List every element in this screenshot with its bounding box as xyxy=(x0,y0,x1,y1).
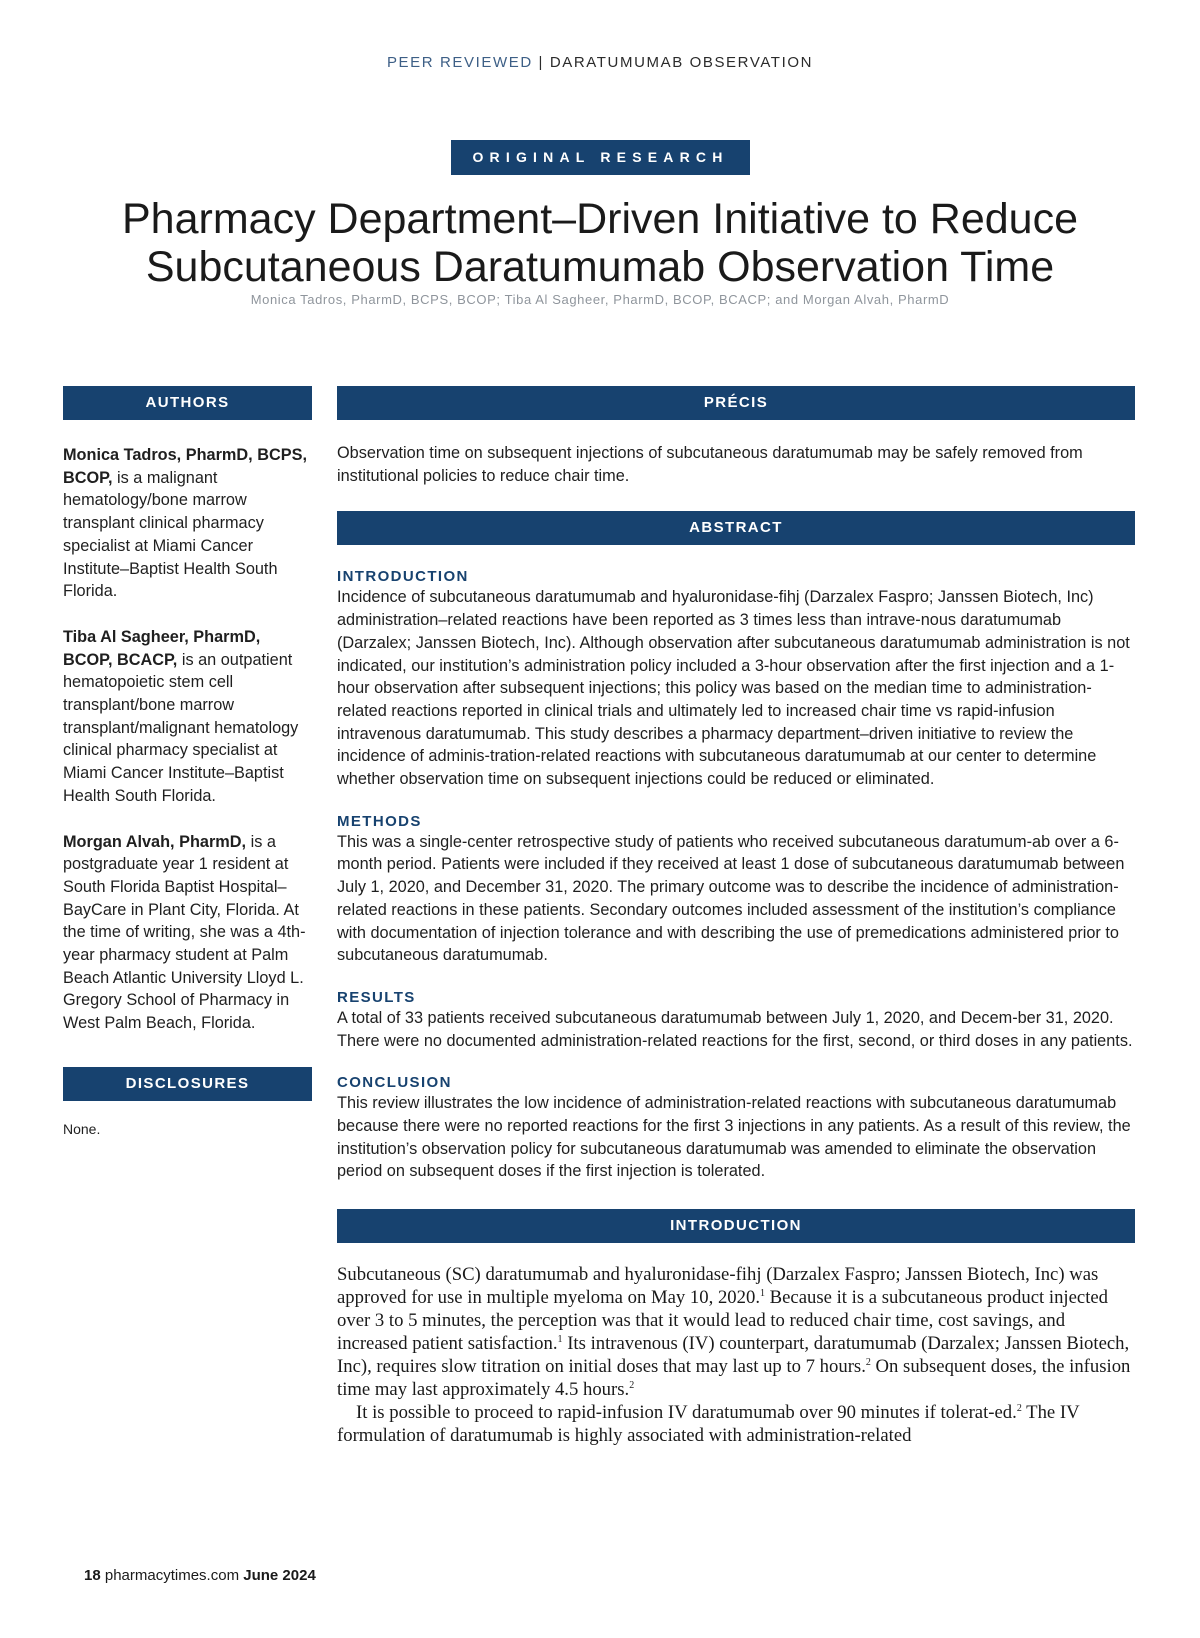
page-number: 18 xyxy=(84,1567,101,1584)
intro-text-segment: It is possible to proceed to rapid-infusion IV daratumumab over 90 minutes if tolerat-ed. xyxy=(356,1402,1017,1424)
precis-text: Observation time on subsequent injections of subcutaneous daratumumab may be safely removed from institutional policies to reduce chair time. xyxy=(337,444,1083,485)
author-name: Morgan Alvah, PharmD, xyxy=(63,832,247,851)
author-name: Tiba Al Sagheer, PharmD, BCOP, BCACP, xyxy=(63,627,261,669)
citation-ref: 2 xyxy=(629,1379,635,1391)
footer-issue: June 2024 xyxy=(243,1567,316,1584)
article-title xyxy=(60,195,1140,291)
intro-text-segment: Subcutaneous (SC) daratumumab and hyaluronidase-fihj (Darzalex Faspro; Janssen Biotech, Inc) was approved for use in multiple myeloma on May 10, 2020. xyxy=(337,1264,1099,1309)
author-description: is a malignant hematology/bone marrow transplant clinical pharmacy specialist at Miami Cancer Institute–Baptist Health South Florida. xyxy=(63,468,278,601)
footer-site: pharmacytimes.com xyxy=(104,1567,240,1584)
intro-text-segment: Its intravenous (IV) counterpart, daratumumab (Darzalex; Janssen Biotech, Inc), requires slow titration on initial doses that may last up to 7 hours. xyxy=(337,1333,1130,1378)
running-head xyxy=(0,54,1200,71)
citation-ref: 1 xyxy=(760,1287,765,1299)
introduction-paragraph-1 xyxy=(337,1263,1135,1401)
abstract-methods-heading: METHODS xyxy=(337,812,422,830)
main-column xyxy=(337,386,1135,1447)
citation-ref: 2 xyxy=(1016,1402,1022,1414)
abstract-results-text: A total of 33 patients received subcutaneous daratumumab between July 1, 2020, and Decem-ber 31, 2020. There were no documented administration-related reactions for the first, second, or third doses in any patients. xyxy=(337,1008,1133,1050)
disclosures-text: None. xyxy=(63,1120,101,1137)
sidebar xyxy=(63,386,312,1137)
author-list xyxy=(63,444,312,1035)
author-bio-alvah xyxy=(63,831,312,1035)
abstract-introduction-heading: INTRODUCTION xyxy=(337,568,469,586)
author-description: is a postgraduate year 1 resident at South Florida Baptist Hospital–BayCare in Plant City, Florida. At the time of writing, she was a 4th-year pharmacy student at Palm Beach Atlantic University Lloyd L. Gregory School of Pharmacy in West Palm Beach, Florida. xyxy=(63,832,306,1033)
authors-heading: AUTHORS xyxy=(63,386,312,420)
abstract-conclusion-text: This review illustrates the low incidence of administration-related reactions with subcutaneous daratumumab because there were no reported reactions for the first 3 injections in any patients. As a result of this review, the institution’s observation policy for subcutaneous daratumumab was amended to eliminate the observation period on subsequent doses if the first injection is tolerated. xyxy=(337,1094,1131,1181)
article-type-banner: ORIGINAL RESEARCH xyxy=(451,140,750,175)
author-bio-al-sagheer xyxy=(63,626,312,808)
running-head-section: PEER REVIEWED xyxy=(386,54,533,71)
abstract-methods-text: This was a single-center retrospective study of patients who received subcutaneous daratumum-ab over a 6-month period. Patients were included if they received at least 1 dose of subcutaneous daratumumab between July 1, 2020, and December 31, 2020. The primary outcome was to describe the incidence of administration-related reactions in these patients. Secondary outcomes included assessment of the institution’s compliance with documentation of injection tolerance and with describing the use of premedications administered prior to subcutaneous daratumumab. xyxy=(337,832,1125,965)
intro-text-segment: On subsequent doses, the infusion time may last approximately 4.5 hours. xyxy=(337,1356,1131,1401)
byline: Monica Tadros, PharmD, BCPS, BCOP; Tiba Al Sagheer, PharmD, BCOP, BCACP; and Morgan Alvah, PharmD xyxy=(250,292,950,307)
author-bio-tadros xyxy=(63,444,312,603)
page-footer xyxy=(84,1567,316,1584)
citation-ref: 2 xyxy=(865,1356,871,1368)
introduction-paragraph-2 xyxy=(337,1401,1135,1447)
title-line-2: Subcutaneous Daratumumab Observation Time xyxy=(145,243,1055,291)
running-head-separator: | xyxy=(532,54,550,71)
disclosures-heading: DISCLOSURES xyxy=(63,1067,312,1101)
abstract-results-heading: RESULTS xyxy=(337,988,416,1006)
intro-text-segment: The IV formulation of daratumumab is highly associated with administration-related xyxy=(337,1402,1080,1447)
author-name: Monica Tadros, PharmD, BCPS, BCOP, xyxy=(63,446,307,487)
abstract-conclusion-heading: CONCLUSION xyxy=(337,1074,452,1092)
abstract-introduction-text: Incidence of subcutaneous daratumumab and hyaluronidase-fihj (Darzalex Faspro; Janssen Biotech, Inc) administration–related reactions have been reported as 3 times less than intrave-nous daratumumab (Darzalex; Janssen Biotech, Inc). Although observation after subcutaneous daratumumab administration is not indicated, our institution’s administration policy included a 3-hour observation after the first injection and a 1-hour observation after subsequent injections; this policy was based on the median time to administration-related reactions reported in clinical trials and ultimately led to increased chair time vs rapid-infusion intravenous daratumumab. This study describes a pharmacy department–driven initiative to review the incidence of adminis-tration-related reactions with subcutaneous daratumumab at our center to determine whether observation time on subsequent injections could be reduced or eliminated. xyxy=(337,588,1130,789)
author-description: is an outpatient hematopoietic stem cell transplant/bone marrow transplant/malignant hematology clinical pharmacy specialist at Miami Cancer Institute–Baptist Health South Florida. xyxy=(63,650,299,805)
title-line-1: Pharmacy Department–Driven Initiative to Reduce xyxy=(122,195,1078,243)
intro-text-segment: Because it is a subcutaneous product injected over 3 to 5 minutes, the perception was that it would lead to reduced chair time, cost savings, and increased patient satisfaction. xyxy=(337,1287,1109,1355)
introduction-heading: INTRODUCTION xyxy=(337,1209,1135,1243)
running-head-topic: DARATUMUMAB OBSERVATION xyxy=(549,54,814,71)
abstract-heading: ABSTRACT xyxy=(337,511,1135,545)
citation-ref: 1 xyxy=(557,1333,563,1345)
precis-heading: PRÉCIS xyxy=(337,386,1135,420)
